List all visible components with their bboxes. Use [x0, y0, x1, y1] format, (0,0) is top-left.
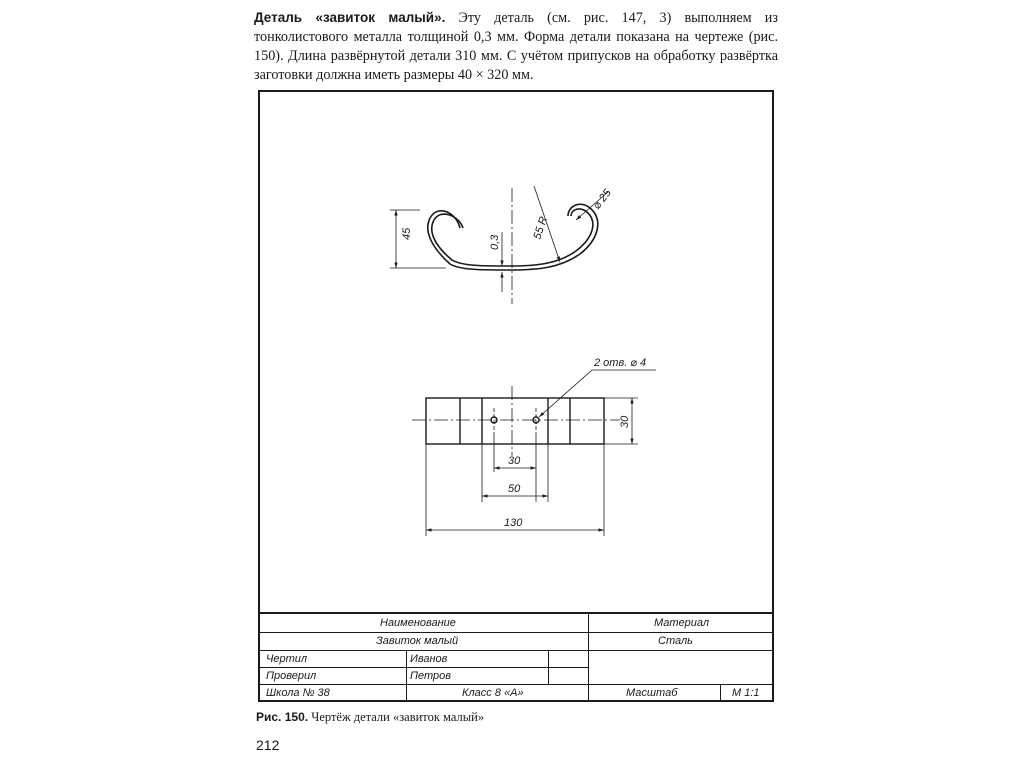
strip-outline [426, 398, 604, 444]
technical-drawing [260, 92, 772, 612]
dim-50: 50 [508, 483, 521, 495]
intro-paragraph [254, 8, 778, 85]
figure-caption [256, 710, 484, 725]
dim-130: 130 [504, 517, 523, 529]
drew-name: Иванов [410, 653, 448, 665]
material-header: Материал [654, 617, 710, 629]
page-number: 212 [256, 737, 280, 753]
dim-diameter: ⌀ 25 [590, 187, 614, 212]
drew-label: Чертил [266, 653, 308, 665]
dim-30: 30 [508, 455, 521, 467]
caption-text: Чертёж детали «завиток малый» [308, 710, 485, 724]
checked-name: Петров [410, 670, 451, 682]
intro-heading: Деталь «завиток малый». [254, 10, 446, 25]
material-value: Сталь [658, 635, 693, 647]
caption-label: Рис. 150. [256, 710, 309, 724]
school: Школа № 38 [266, 687, 330, 699]
dim-thickness: 0,3 [489, 234, 501, 250]
dim-width-30: 30 [619, 415, 631, 428]
dim-holes: 2 отв. ⌀ 4 [594, 357, 647, 369]
drawing-sheet [258, 90, 774, 702]
front-view [428, 204, 598, 270]
scale-label: Масштаб [626, 687, 678, 699]
plan-view-dims [412, 370, 656, 536]
name-header: Наименование [380, 617, 456, 629]
dim-45: 45 [401, 227, 413, 240]
class: Класс 8 «А» [462, 687, 524, 699]
scale-value: М 1:1 [732, 687, 760, 699]
plan-view [426, 398, 604, 444]
checked-label: Проверил [266, 670, 317, 682]
name-value: Завиток малый [376, 635, 459, 647]
dim-radius: 55 R [531, 215, 551, 241]
title-block [260, 612, 772, 702]
intro-text: Эту деталь (см. рис. 147, 3) выполняем из тонколистового металла толщиной 0,3 мм. Форма детали показана на чертеже (рис. 150). Длина развёрнутой детали 310 мм. С учётом припусков на обработку развёртка заготовки должна иметь размеры 40 × 320 мм. [254, 10, 778, 83]
